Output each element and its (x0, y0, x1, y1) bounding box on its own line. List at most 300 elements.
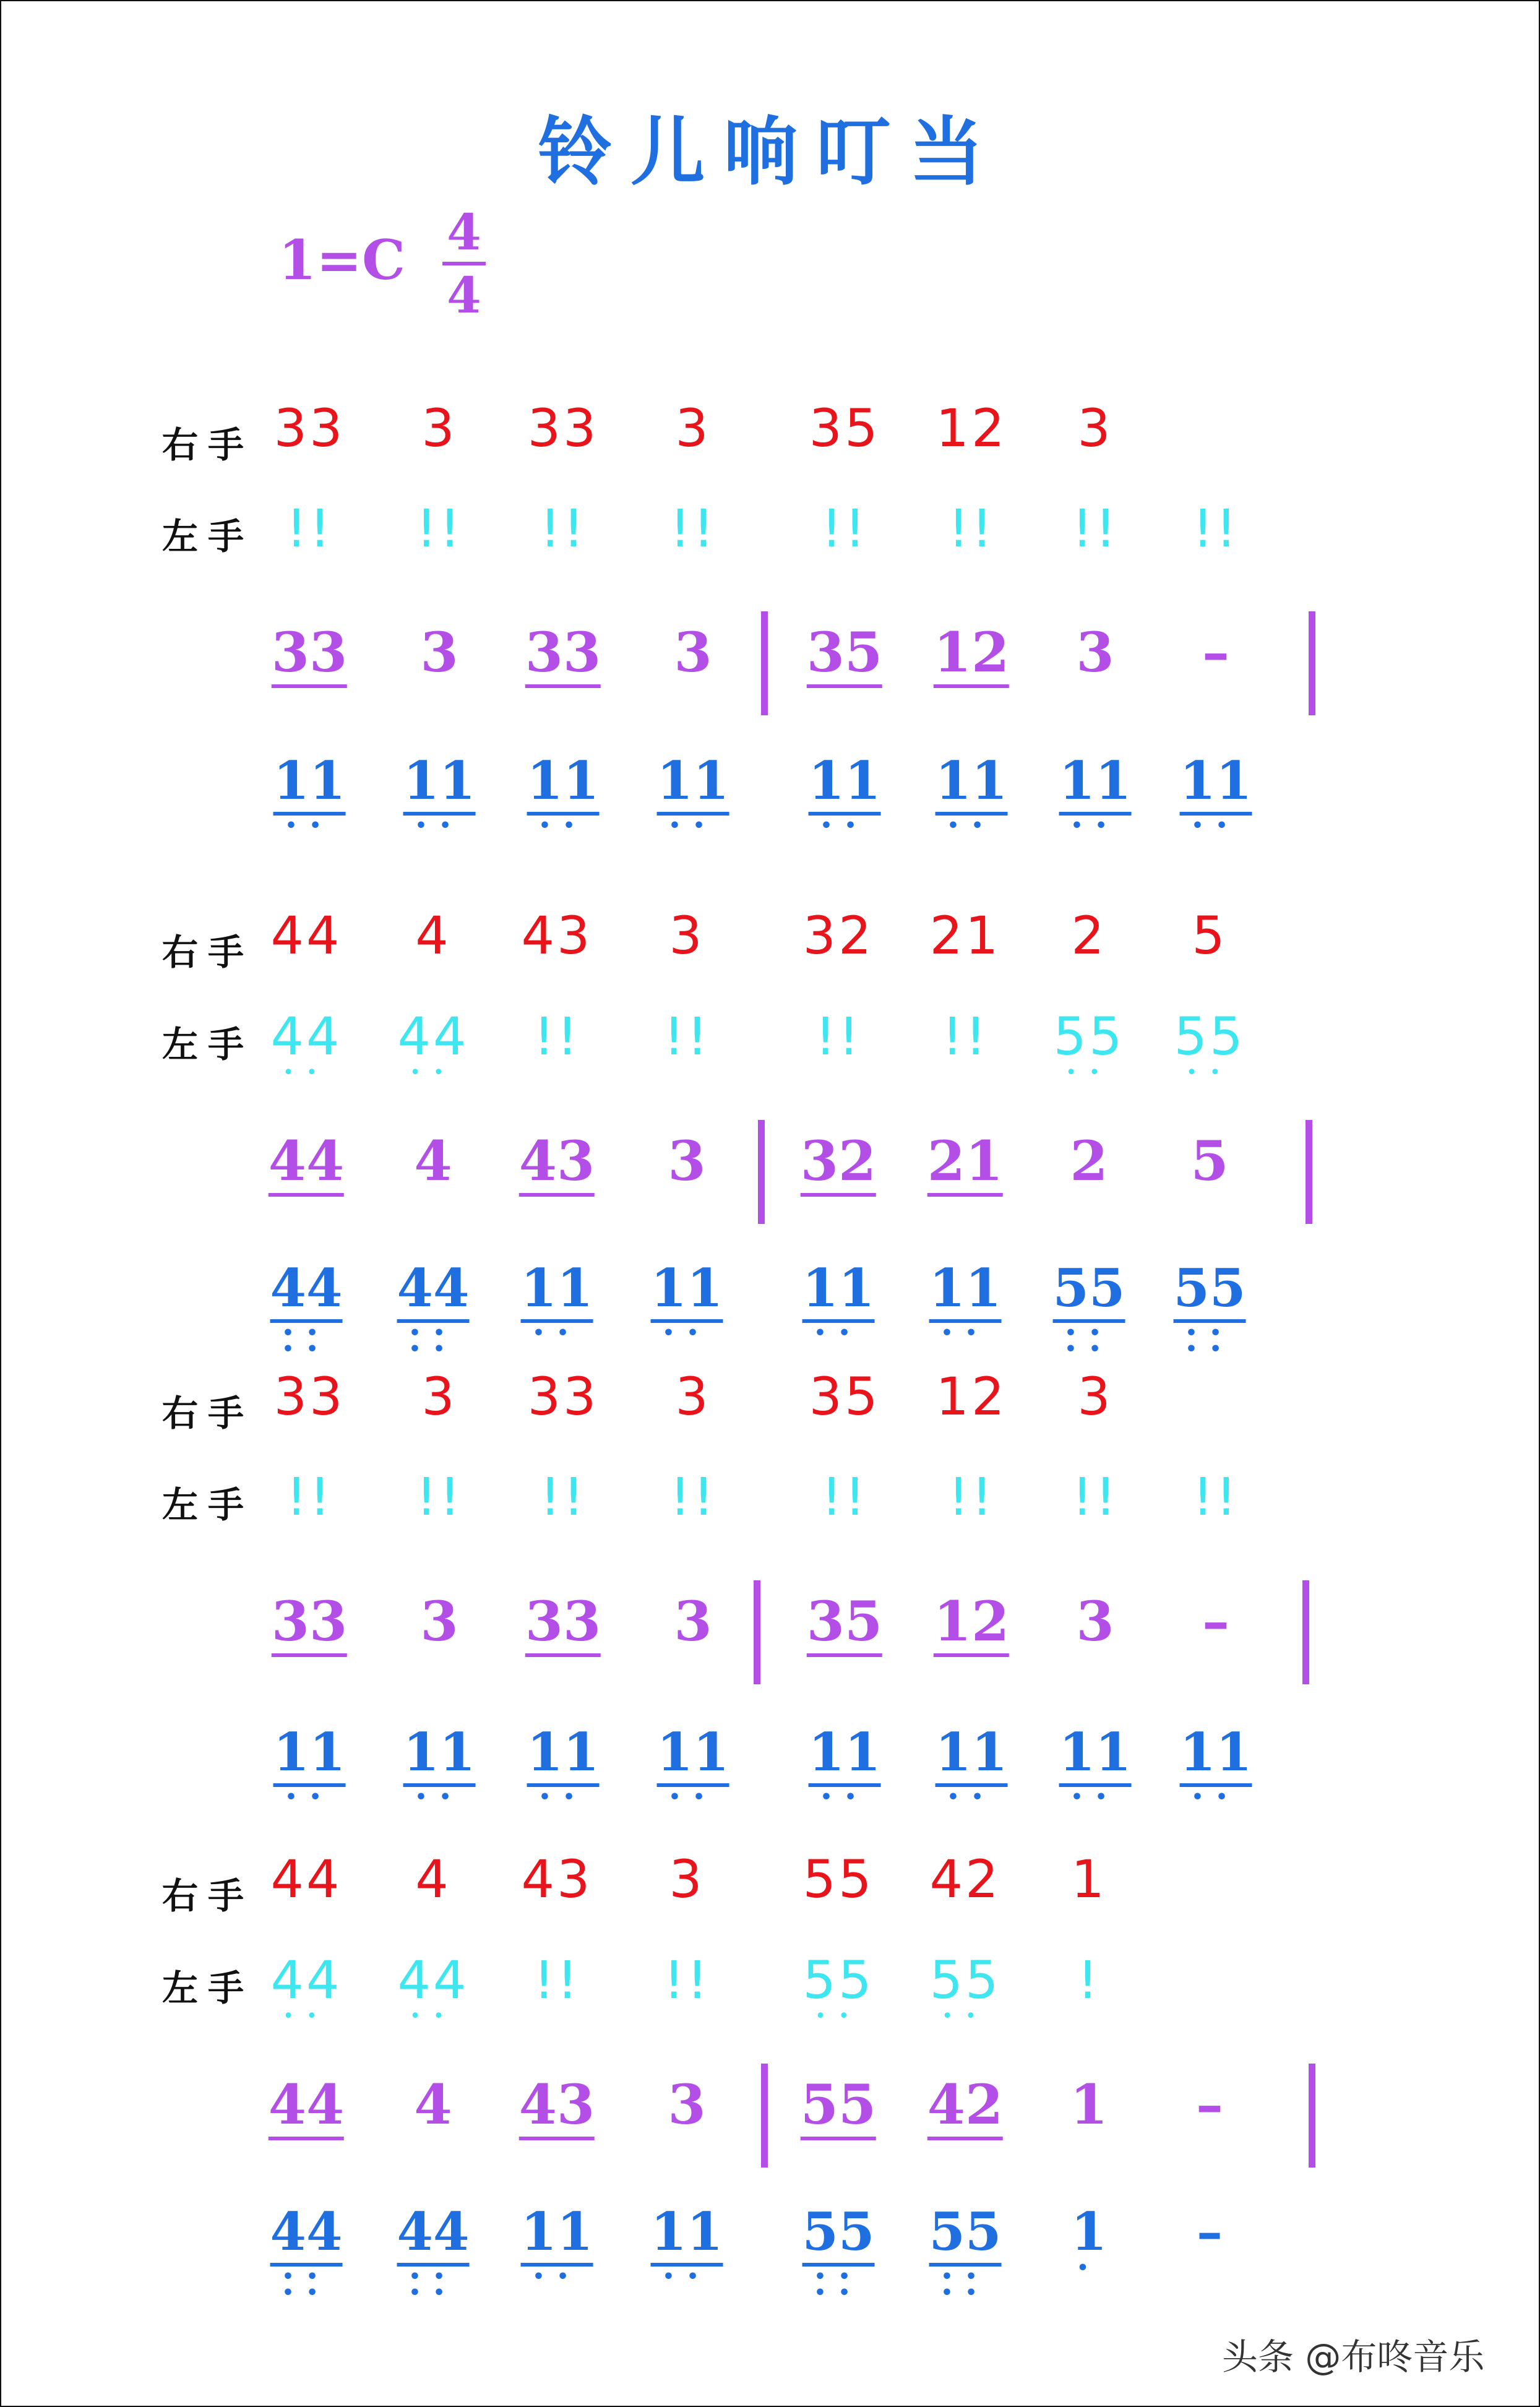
bar-line (1306, 1120, 1312, 1224)
accompaniment-note-text: 11 (657, 1726, 729, 1787)
melody-note (1190, 1129, 1229, 1193)
right-hand-label: 右手 (162, 424, 254, 466)
left-hand-note-text: !! (942, 1006, 989, 1067)
accompaniment-note (929, 2201, 1002, 2304)
low-octave-dot: •• (538, 1786, 588, 1808)
melody-note (518, 2072, 595, 2140)
melody-note (1202, 620, 1229, 684)
accompaniment-note (273, 750, 346, 837)
left-hand-note (669, 1466, 716, 1527)
right-hand-note-text: 3 (1077, 398, 1113, 459)
melody-note-text: 12 (934, 625, 1009, 688)
melody-note-text: – (1196, 2072, 1223, 2137)
left-hand-note-text: 55 (929, 1950, 1001, 2010)
left-hand-note (416, 1466, 463, 1527)
right-hand-note-text: 44 (270, 905, 342, 966)
time-signature-bar (442, 262, 486, 265)
right-hand-note (1192, 905, 1228, 966)
left-hand-note-text: 55 (1053, 1006, 1125, 1067)
low-octave-dot: •• (814, 1322, 863, 1344)
right-hand-note (521, 1849, 593, 1910)
accompaniment-note-text: 11 (273, 755, 346, 816)
low-octave-dot-2: •• (408, 1338, 458, 1360)
footer-credit: 头条 @布咚音乐 (1222, 2336, 1485, 2378)
low-octave-dot: •• (662, 2266, 712, 2288)
accompaniment-note-text: 44 (270, 2206, 343, 2267)
low-octave-dot: •• (820, 1786, 869, 1808)
left-hand-note (669, 498, 716, 559)
bar-line (1309, 611, 1315, 715)
accompaniment-note-text: 11 (527, 755, 600, 816)
right-hand-note-text: 3 (421, 1366, 457, 1427)
left-hand-note (540, 498, 587, 559)
melody-note (525, 620, 601, 688)
right-hand-label: 右手 (162, 1875, 254, 1917)
right-hand-note (809, 1366, 880, 1427)
right-hand-note-text: 33 (527, 398, 599, 459)
right-hand-note-text: 35 (809, 1366, 880, 1427)
accompaniment-note (520, 1257, 593, 1344)
low-octave-dot: •• (1191, 1786, 1241, 1808)
low-octave-dot: •• (947, 815, 996, 837)
left-hand-note (270, 1006, 342, 1083)
left-hand-label: 左手 (162, 1484, 254, 1526)
accompaniment-note (650, 1257, 723, 1344)
accompaniment-note (650, 2201, 723, 2288)
melody-note (933, 1589, 1010, 1657)
accompaniment-note (929, 1257, 1002, 1344)
melody-note (414, 1129, 452, 1193)
left-hand-note-text: 55 (802, 1950, 874, 2010)
low-octave-dot: •• (410, 2005, 457, 2027)
right-hand-note (527, 398, 599, 459)
melody-note-text: 43 (519, 2077, 595, 2140)
right-hand-note-text: 3 (669, 905, 705, 966)
low-octave-dot-2: •• (282, 1338, 331, 1360)
left-hand-note-text: !! (821, 1466, 868, 1527)
right-hand-note (802, 905, 874, 966)
melody-note (674, 1589, 712, 1653)
low-octave-dot: •• (1191, 815, 1241, 837)
song-title: 铃儿响叮当 (538, 110, 1002, 196)
melody-note-text: 43 (519, 1134, 595, 1197)
accompaniment-note-text: 11 (1180, 1726, 1252, 1787)
left-hand-note (1072, 498, 1119, 559)
right-hand-note-text: 43 (521, 1849, 593, 1910)
low-octave-dot: •• (940, 1322, 990, 1344)
accompaniment-note-text: 11 (1059, 1726, 1132, 1787)
low-octave-dot: •• (1064, 1322, 1114, 1344)
accompaniment-note (403, 1721, 476, 1808)
right-hand-note (273, 1366, 345, 1427)
right-hand-note (929, 905, 1001, 966)
melody-note (933, 620, 1010, 688)
left-hand-note (1174, 1006, 1245, 1083)
left-hand-note (663, 1006, 710, 1067)
left-hand-note (802, 1950, 874, 2027)
left-hand-note (397, 1950, 469, 2027)
accompaniment-note (1179, 1721, 1252, 1808)
right-hand-note-text: 3 (675, 1366, 711, 1427)
accompaniment-note (1179, 750, 1252, 837)
right-hand-note (527, 1366, 599, 1427)
melody-note-text: 35 (807, 1594, 882, 1657)
left-hand-note-text: !! (948, 498, 995, 559)
accompaniment-note-text: 44 (397, 1262, 470, 1323)
melody-note (1076, 620, 1114, 684)
right-hand-note (1077, 398, 1113, 459)
right-hand-note-text: 44 (270, 1849, 342, 1910)
accompaniment-note (808, 1721, 881, 1808)
left-hand-note-text: !! (533, 1006, 580, 1067)
low-octave-dot: •• (282, 1322, 331, 1344)
left-hand-note (815, 1006, 862, 1067)
accompaniment-note-text: 55 (1174, 1262, 1246, 1323)
accompaniment-note-text: 11 (802, 1262, 875, 1323)
melody-note (927, 2072, 1004, 2140)
right-hand-note-text: 32 (802, 905, 874, 966)
left-hand-note-text: !! (1192, 1466, 1239, 1527)
left-hand-note (540, 1466, 587, 1527)
melody-note (806, 1589, 883, 1657)
accompaniment-note (1173, 1257, 1246, 1360)
right-hand-note (1071, 1849, 1107, 1910)
accompaniment-note (1070, 2201, 1108, 2279)
right-hand-note (669, 905, 705, 966)
accompaniment-note (270, 1257, 343, 1360)
melody-note-text: 4 (414, 1129, 452, 1193)
accompaniment-note-text: 11 (657, 755, 729, 816)
low-octave-dot: •• (1186, 1062, 1233, 1083)
left-hand-note (397, 1006, 469, 1083)
right-hand-note (415, 1849, 451, 1910)
melody-note-text: 3 (420, 620, 458, 684)
melody-note-text: 3 (420, 1589, 458, 1653)
low-octave-dot: •• (282, 2266, 331, 2288)
left-hand-note (286, 498, 333, 559)
accompaniment-note-text: 11 (403, 755, 476, 816)
melody-note-text: 3 (668, 1129, 706, 1193)
left-hand-note-text: !! (540, 1466, 587, 1527)
left-hand-note (1192, 498, 1239, 559)
melody-note (806, 620, 883, 688)
right-hand-note-text: 43 (521, 905, 593, 966)
left-hand-note-text: !! (1072, 1466, 1119, 1527)
bar-line (1309, 2064, 1315, 2168)
left-hand-label: 左手 (162, 1967, 254, 2009)
right-hand-note-text: 35 (809, 398, 880, 459)
accompaniment-note (270, 2201, 343, 2304)
right-hand-note (675, 398, 711, 459)
low-octave-dot: •• (285, 815, 334, 837)
left-hand-note-text: !! (948, 1466, 995, 1527)
time-signature-bottom: 4 (447, 266, 481, 324)
left-hand-note (929, 1950, 1001, 2027)
melody-note-text: 33 (525, 625, 601, 688)
accompaniment-note (397, 1257, 470, 1360)
left-hand-note-text: !! (416, 1466, 463, 1527)
low-octave-dot: •• (662, 1322, 712, 1344)
left-hand-note-text: !! (669, 1466, 716, 1527)
melody-note (674, 620, 712, 684)
low-octave-dot-2: •• (1185, 1338, 1234, 1360)
melody-note (420, 1589, 458, 1653)
accompaniment-note (527, 1721, 600, 1808)
left-hand-note-text: !! (416, 498, 463, 559)
melody-note-text: 2 (1070, 1129, 1108, 1193)
melody-note-text: – (1202, 1589, 1229, 1653)
melody-note-text: 3 (1076, 620, 1114, 684)
accompaniment-note-text: 11 (527, 1726, 600, 1787)
right-hand-note (421, 1366, 457, 1427)
left-hand-note-text: 55 (1174, 1006, 1245, 1067)
right-hand-note-text: 5 (1192, 905, 1228, 966)
left-hand-note-text: !! (1072, 498, 1119, 559)
accompaniment-note-text: 11 (1059, 755, 1132, 816)
left-hand-note (942, 1006, 989, 1067)
accompaniment-note (1052, 1257, 1125, 1360)
low-octave-dot: •• (415, 1786, 464, 1808)
left-hand-note-text: !! (815, 1006, 862, 1067)
low-octave-dot-2: •• (1064, 1338, 1114, 1360)
melody-note-text: 3 (1076, 1589, 1114, 1653)
low-octave-dot: •• (410, 1062, 457, 1083)
left-hand-note-text: !! (821, 498, 868, 559)
right-hand-note-text: 4 (415, 905, 451, 966)
accompaniment-note-text: 55 (1053, 1262, 1125, 1323)
right-hand-note (1071, 905, 1107, 966)
melody-note-text: 33 (525, 1594, 601, 1657)
left-hand-note-text: !! (663, 1950, 710, 2010)
melody-note-text: 32 (801, 1134, 876, 1197)
accompaniment-note-text: 55 (802, 2206, 875, 2267)
low-octave-dot: •• (942, 2005, 989, 2027)
accompaniment-note (935, 750, 1008, 837)
melody-note-text: 35 (807, 625, 882, 688)
melody-note (420, 620, 458, 684)
melody-note-text: 4 (414, 2072, 452, 2137)
right-hand-note (802, 1849, 874, 1910)
low-octave-dot: •• (532, 2266, 582, 2288)
low-octave-dot: •• (940, 2266, 990, 2288)
melody-note-text: 1 (1070, 2072, 1108, 2137)
low-octave-dot: •• (538, 815, 588, 837)
accompaniment-note (520, 2201, 593, 2288)
left-hand-note (533, 1006, 580, 1067)
left-hand-note-text: !! (540, 498, 587, 559)
right-hand-label: 右手 (162, 1392, 254, 1434)
left-hand-note (663, 1950, 710, 2010)
melody-note-text: 3 (668, 2072, 706, 2137)
accompaniment-note-text: 11 (651, 1262, 723, 1323)
low-octave-dot: • (1077, 2257, 1101, 2279)
low-octave-dot: •• (820, 815, 869, 837)
right-hand-note-text: 21 (929, 905, 1001, 966)
low-octave-dot: •• (668, 815, 718, 837)
low-octave-dot-2: •• (940, 2282, 990, 2304)
right-hand-note-text: 4 (415, 1849, 451, 1910)
melody-note (268, 2072, 345, 2140)
right-hand-note (270, 905, 342, 966)
right-hand-note-text: 1 (1071, 1849, 1107, 1910)
left-hand-note (416, 498, 463, 559)
right-hand-note-text: 33 (273, 398, 345, 459)
right-hand-note-text: 33 (273, 1366, 345, 1427)
melody-note-text: 42 (927, 2077, 1003, 2140)
right-hand-note (415, 905, 451, 966)
bar-line (1302, 1580, 1309, 1684)
accompaniment-note (808, 750, 881, 837)
low-octave-dot-2: •• (282, 2282, 331, 2304)
left-hand-note (533, 1950, 580, 2010)
low-octave-dot: •• (1070, 815, 1120, 837)
bar-line (758, 1120, 765, 1224)
right-hand-note-text: 3 (669, 1849, 705, 1910)
right-hand-note (936, 1366, 1007, 1427)
right-hand-note (809, 398, 880, 459)
low-octave-dot: •• (1065, 1062, 1112, 1083)
accompaniment-note-text: 11 (929, 1262, 1002, 1323)
left-hand-label: 左手 (162, 515, 254, 558)
melody-note (414, 2072, 452, 2137)
right-hand-note-text: 42 (929, 1849, 1001, 1910)
melody-note (268, 1129, 345, 1197)
accompaniment-note (273, 1721, 346, 1808)
key-signature: 1=C (278, 228, 406, 292)
melody-note (1070, 2072, 1108, 2137)
low-octave-dot: •• (947, 1786, 996, 1808)
accompaniment-note (656, 750, 729, 837)
melody-note-text: 33 (272, 625, 347, 688)
accompaniment-note-text: 44 (397, 2206, 470, 2267)
low-octave-dot: •• (1070, 1786, 1120, 1808)
right-hand-note (936, 398, 1007, 459)
left-hand-note (1077, 1950, 1101, 2010)
right-hand-note-text: 12 (936, 1366, 1007, 1427)
left-hand-note-text: ! (1077, 1950, 1101, 2010)
melody-note-text: 44 (269, 2077, 344, 2140)
melody-note-text: 33 (272, 1594, 347, 1657)
accompaniment-note-text: 11 (273, 1726, 346, 1787)
melody-note (271, 1589, 348, 1657)
left-hand-note (1053, 1006, 1125, 1083)
melody-note-text: 3 (674, 1589, 712, 1653)
melody-note (927, 1129, 1004, 1197)
accompaniment-note-text: 11 (521, 1262, 593, 1323)
accompaniment-note-text: 11 (1180, 755, 1252, 816)
right-hand-note (1077, 1366, 1113, 1427)
right-hand-note-text: 2 (1071, 905, 1107, 966)
left-hand-note (948, 498, 995, 559)
left-hand-note (821, 498, 868, 559)
low-octave-dot: •• (408, 1322, 458, 1344)
bar-line (754, 1580, 760, 1684)
right-hand-note-text: 55 (802, 1849, 874, 1910)
melody-note (518, 1129, 595, 1197)
accompaniment-note (1059, 1721, 1132, 1808)
right-hand-note-text: 3 (675, 398, 711, 459)
low-octave-dot: •• (1185, 1322, 1234, 1344)
right-hand-note (521, 905, 593, 966)
accompaniment-note-text: 55 (929, 2206, 1002, 2267)
melody-note (525, 1589, 601, 1657)
accompaniment-note-text: 11 (651, 2206, 723, 2267)
left-hand-note (948, 1466, 995, 1527)
left-hand-note-text: 44 (270, 1950, 342, 2010)
right-hand-note (675, 1366, 711, 1427)
accompaniment-note (403, 750, 476, 837)
left-hand-note-text: !! (663, 1006, 710, 1067)
melody-note (1070, 1129, 1108, 1193)
melody-note-text: 5 (1190, 1129, 1229, 1193)
left-hand-note-text: !! (286, 1466, 333, 1527)
low-octave-dot: •• (415, 815, 464, 837)
right-hand-note-text: 33 (527, 1366, 599, 1427)
low-octave-dot-2: •• (408, 2282, 458, 2304)
melody-note-text: 3 (674, 620, 712, 684)
right-hand-note (421, 398, 457, 459)
accompaniment-note-text: 11 (936, 1726, 1008, 1787)
low-octave-dot: •• (408, 2266, 458, 2288)
accompaniment-note-text: 1 (1070, 2201, 1108, 2262)
left-hand-label: 左手 (162, 1023, 254, 1066)
low-octave-dot-2: •• (814, 2282, 863, 2304)
low-octave-dot: •• (815, 2005, 862, 2027)
left-hand-note-text: 44 (397, 1950, 469, 2010)
melody-note-text: 44 (269, 1134, 344, 1197)
accompaniment-note (1197, 2201, 1223, 2262)
left-hand-note-text: !! (669, 498, 716, 559)
accompaniment-note (397, 2201, 470, 2304)
accompaniment-note-text: 11 (403, 1726, 476, 1787)
accompaniment-note-text: 11 (521, 2206, 593, 2267)
accompaniment-note (527, 750, 600, 837)
melody-note-text: – (1202, 620, 1229, 684)
left-hand-note-text: 44 (397, 1006, 469, 1067)
low-octave-dot: •• (285, 1786, 334, 1808)
right-hand-note (273, 398, 345, 459)
accompaniment-note-text: 11 (809, 1726, 881, 1787)
melody-note (1202, 1589, 1229, 1653)
right-hand-label: 右手 (162, 931, 254, 973)
right-hand-note (270, 1849, 342, 1910)
low-octave-dot: •• (283, 1062, 330, 1083)
melody-note (800, 2072, 877, 2140)
left-hand-note (286, 1466, 333, 1527)
melody-note-text: 55 (801, 2077, 876, 2140)
accompaniment-note (1059, 750, 1132, 837)
right-hand-note (929, 1849, 1001, 1910)
bar-line (761, 2064, 768, 2168)
accompaniment-note (802, 2201, 875, 2304)
accompaniment-note-text: – (1197, 2201, 1223, 2262)
accompaniment-note (935, 1721, 1008, 1808)
right-hand-note-text: 3 (1077, 1366, 1113, 1427)
time-signature (442, 203, 486, 324)
left-hand-note (270, 1950, 342, 2027)
time-signature-top: 4 (447, 203, 481, 261)
left-hand-note-text: !! (533, 1950, 580, 2010)
right-hand-note (669, 1849, 705, 1910)
melody-note-text: 12 (934, 1594, 1009, 1657)
melody-note (1076, 1589, 1114, 1653)
melody-note-text: 21 (927, 1134, 1003, 1197)
right-hand-note-text: 3 (421, 398, 457, 459)
melody-note (800, 1129, 877, 1197)
bar-line (761, 611, 768, 715)
accompaniment-note-text: 11 (936, 755, 1008, 816)
melody-note (271, 620, 348, 688)
